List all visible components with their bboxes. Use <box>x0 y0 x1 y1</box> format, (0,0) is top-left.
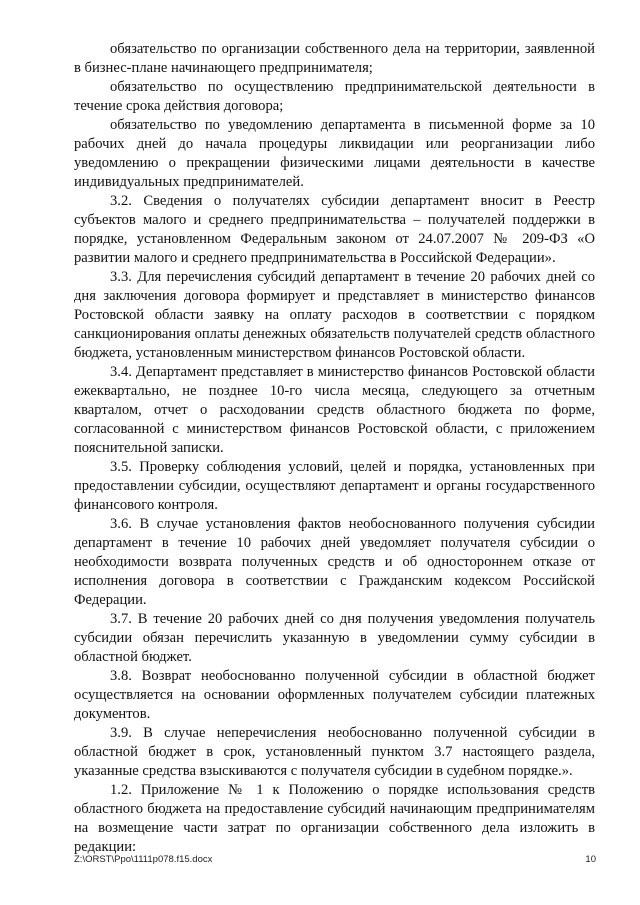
paragraph-obligation-territory: обязательство по организации собственного дела на территории, заявленной в бизнес-плане начинающего предпринимателя; <box>74 41 595 76</box>
paragraph-3-5: 3.5. Проверку соблюдения условий, целей и порядка, установленных при предоставлении субсидии, осуществляют департамент и органы государственного финансового контроля. <box>74 459 595 513</box>
file-path: Z:\ORST\Ppo\1111p078.f15.docx <box>74 854 213 865</box>
paragraph-3-7: 3.7. В течение 20 рабочих дней со дня получения уведомления получатель субсидии обязан перечислить указанную в уведомлении сумму субсидии в областной бюджет. <box>74 611 595 665</box>
paragraph-3-8: 3.8. Возврат необоснованно полученной субсидии в областной бюджет осуществляется на основании оформленных получателем субсидии платежных документов. <box>74 668 595 722</box>
paragraph-obligation-activity: обязательство по осуществлению предпринимательской деятельности в течение срока действия договора; <box>74 79 595 114</box>
paragraph-1-2: 1.2. Приложение № 1 к Положению о порядке использования средств областного бюджета на предоставление субсидий начинающим предпринимателям на возмещение части затрат по организации собственного дела изложить в редакции: <box>74 782 595 855</box>
document-body <box>74 40 595 857</box>
paragraph-3-6: 3.6. В случае установления фактов необоснованного получения субсидии департамент в течение 10 рабочих дней уведомляет получателя субсидии о необходимости возврата полученных средств и об одностороннем отказе от исполнения договора в соответствии с Гражданским кодексом Российской Федерации. <box>74 516 595 608</box>
paragraph-3-9: 3.9. В случае неперечисления необоснованно полученной субсидии в областной бюджет в срок, установленный пунктом 3.7 настоящего раздела, указанные средства взыскиваются с получателя субсидии в судебном порядке.». <box>74 725 595 779</box>
paragraph-3-3: 3.3. Для перечисления субсидий департамент в течение 20 рабочих дней со дня заключения договора формирует и представляет в министерство финансов Ростовской области заявку на оплату расходов в соответствии с порядком санкционирования оплаты денежных обязательств получателей средств областного бюджета, установленным министерством финансов Ростовской области. <box>74 269 595 361</box>
paragraph-3-4: 3.4. Департамент представляет в министерство финансов Ростовской области ежеквартально, не позднее 10-го числа месяца, следующего за отчетным кварталом, отчет о расходовании средств областного бюджета по форме, согласованной с министерством финансов Ростовской области, с приложением пояснительной записки. <box>74 364 595 456</box>
page-number: 10 <box>585 854 596 865</box>
paragraph-obligation-notification: обязательство по уведомлению департамента в письменной форме за 10 рабочих дней до начала процедуры ликвидации или реорганизации либо уведомлению о прекращении физическими лицами деятельности в качестве индивидуальных предпринимателей. <box>74 117 595 190</box>
paragraph-3-2: 3.2. Сведения о получателях субсидии департамент вносит в Реестр субъектов малого и среднего предпринимательства – получателей поддержки в порядке, установленном Федеральным законом от 24.07.2007 № 209-ФЗ «О развитии малого и среднего предпринимательства в Российской Федерации». <box>74 193 595 266</box>
